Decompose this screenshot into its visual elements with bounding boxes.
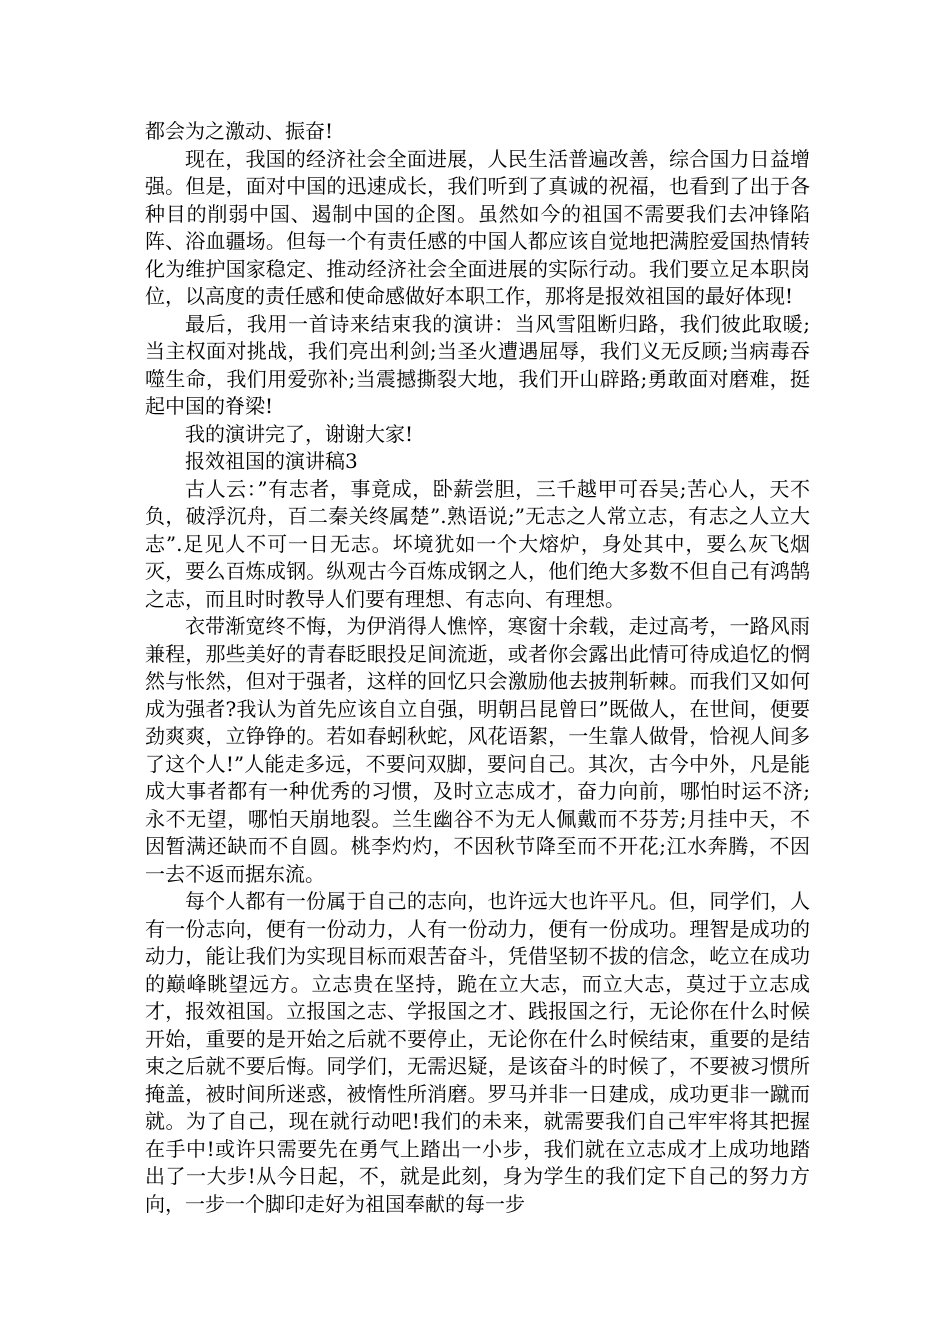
paragraph-7: 衣带渐宽终不悔，为伊消得人憔悴，寒窗十余载，走过高考，一路风雨兼程，那些美好的青春眨眼投足间流逝，或者你会露出此情可待成追忆的惘然与怅然，但对于强者，这样的回忆只会激励他去披荆斩棘。而我们又如何成为强者?我认为首先应该自立自强，明朝吕昆曾曰”既做人，在世间，便要劲爽爽，立铮铮的。若如春蚓秋蛇，风花语絮，一生靠人做骨，恰视人间多了这个人!”人能走多远，不要问双脚，要问自己。其次，古今中外，凡是能成大事者都有一种优秀的习惯，及时立志成才，奋力向前，哪怕时运不济;永不无望，哪怕天崩地裂。兰生幽谷不为无人佩戴而不芬芳;月挂中天，不因暂满还缺而不自圆。桃李灼灼，不因秋节降至而不开花;江水奔腾，不因一去不返而据东流。	[145, 614, 810, 886]
paragraph-6: 古人云：”有志者，事竟成，卧薪尝胆，三千越甲可吞吴;苦心人，天不负，破浮沉舟，百二秦关终属楚”.熟语说;”无志之人常立志，有志之人立大志”.足见人不可一日无志。坏境犹如一个大熔炉，身处其中，要么灰飞烟灭，要么百炼成钢。纵观古今百炼成钢之人，他们绝大多数不但自己有鸿鹄之志，而且时时教导人们要有理想、有志向、有理想。	[145, 476, 810, 611]
paragraph-2: 现在，我国的经济社会全面进展，人民生活普遍改善，综合国力日益增强。但是，面对中国的迅速成长，我们听到了真诚的祝福，也看到了出于各种目的削弱中国、遏制中国的企图。虽然如今的祖国不需要我们去冲锋陷阵、浴血疆场。但每一个有责任感的中国人都应该自觉地把满腔爱国热情转化为维护国家稳定、推动经济社会全面进展的实际行动。我们要立足本职岗位，以高度的责任感和使命感做好本职工作，那将是报效祖国的最好体现!	[145, 146, 810, 308]
paragraph-3: 最后，我用一首诗来结束我的演讲：当风雪阻断归路，我们彼此取暖;当主权面对挑战，我们亮出利剑;当圣火遭遇屈辱，我们义无反顾;当病毒吞噬生命，我们用爱弥补;当震撼撕裂大地，我们开山辟路;勇敢面对磨难，挺起中国的脊梁!	[145, 311, 810, 418]
paragraph-8: 每个人都有一份属于自己的志向，也许远大也许平凡。但，同学们，人有一份志向，便有一份动力，人有一份动力，便有一份成功。理智是成功的动力，能让我们为实现目标而艰苦奋斗，凭借坚韧不拔的信念，屹立在成功的巅峰眺望远方。立志贵在坚持，跪在立大志，而立大志，莫过于立志成才，报效祖国。立报国之志、学报国之才、践报国之行，无论你在什么时候开始，重要的是开始之后就不要停止，无论你在什么时候结束，重要的是结束之后就不要后悔。同学们，无需迟疑，是该奋斗的时候了，不要被习惯所掩盖，被时间所迷惑，被惰性所消磨。罗马并非一日建成，成功更非一蹴而就。为了自己，现在就行动吧!我们的未来，就需要我们自己牢牢将其把握在手中!或许只需要先在勇气上踏出一小步，我们就在立志成才上成功地踏出了一大步!从今日起，不，就是此刻，身为学生的我们定下自己的努力方向，一步一个脚印走好为祖国奉献的每一步	[145, 889, 810, 1216]
section-heading: 报效祖国的演讲稿3	[185, 449, 358, 473]
paragraph-4: 我的演讲完了，谢谢大家!	[185, 421, 414, 446]
paragraph-1: 都会为之激动、振奋!	[145, 119, 334, 143]
document-body	[145, 118, 810, 1218]
